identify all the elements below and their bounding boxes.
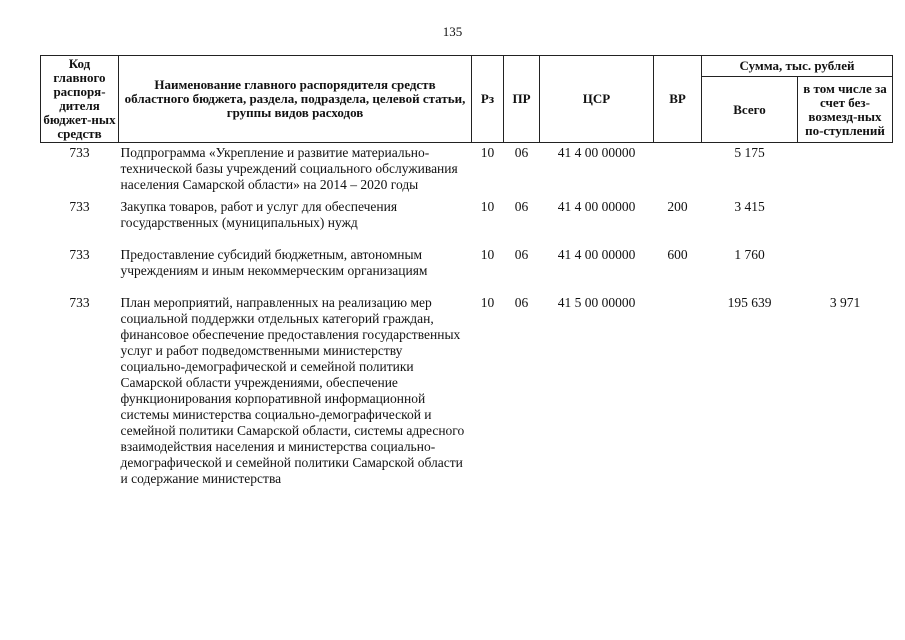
code-cell: 733 bbox=[69, 145, 90, 160]
rz-cell: 10 bbox=[480, 247, 495, 262]
csr-cell: 41 4 00 00000 bbox=[557, 247, 636, 262]
header-total: Всего bbox=[702, 77, 798, 143]
grants-cell bbox=[798, 143, 893, 200]
csr-cell: 41 5 00 00000 bbox=[557, 295, 636, 310]
grants-cell bbox=[798, 247, 893, 295]
header-grants: в том числе за счет без-возмезд-ных по-ступлений bbox=[798, 77, 893, 143]
code-cell: 733 bbox=[69, 199, 90, 214]
csr-cell: 41 4 00 00000 bbox=[557, 199, 636, 214]
rz-cell: 10 bbox=[480, 295, 495, 310]
table-row bbox=[41, 143, 893, 200]
pr-cell: 06 bbox=[514, 145, 529, 160]
name-cell: План мероприятий, направленных на реализацию мер социальной поддержки отдельных категорий граждан, финансовое обеспечение предоставления государственных услуг и работ подведомственными министерству социально-демографической и семейной политики Самарской области учреждениями, обеспечение функционирования корпоративной информационной системы министерства социально-демографической и семейной политики Самарской области, системы адресного взаимодействия населения и министерства социально-демографической и семейной политики Самарской области и содержание министерства bbox=[120, 295, 465, 486]
header-name: Наименование главного распорядителя средств областного бюджета, раздела, подраздела, целевой статьи, группы видов расходов bbox=[119, 56, 472, 143]
grants-cell bbox=[798, 199, 893, 247]
total-cell: 3 415 bbox=[734, 199, 765, 214]
page-number: 135 bbox=[442, 24, 463, 39]
total-cell: 1 760 bbox=[734, 247, 765, 262]
csr-cell: 41 4 00 00000 bbox=[557, 145, 636, 160]
header-vr: ВР bbox=[654, 56, 702, 143]
header-code: Код главного распоря-дителя бюджет-ных средств bbox=[41, 56, 119, 143]
header-rz: Рз bbox=[472, 56, 504, 143]
pr-cell: 06 bbox=[514, 295, 529, 310]
pr-cell: 06 bbox=[514, 199, 529, 214]
vr-cell: 600 bbox=[667, 247, 688, 262]
name-cell: Закупка товаров, работ и услуг для обеспечения государственных (муниципальных) нужд bbox=[120, 199, 398, 230]
header-csr: ЦСР bbox=[540, 56, 654, 143]
total-cell: 195 639 bbox=[727, 295, 772, 310]
header-pr: ПР bbox=[504, 56, 540, 143]
code-cell: 733 bbox=[69, 247, 90, 262]
grants-cell: 3 971 bbox=[829, 295, 861, 310]
name-cell: Предоставление субсидий бюджетным, автономным учреждениям и иным некоммерческим организациям bbox=[120, 247, 428, 278]
budget-table bbox=[40, 55, 893, 503]
vr-cell bbox=[654, 295, 702, 503]
total-cell: 5 175 bbox=[734, 145, 765, 160]
rz-cell: 10 bbox=[480, 145, 495, 160]
vr-cell bbox=[654, 143, 702, 200]
header-sum-group: Сумма, тыс. рублей bbox=[702, 56, 893, 77]
pr-cell: 06 bbox=[514, 247, 529, 262]
code-cell: 733 bbox=[69, 295, 90, 310]
vr-cell: 200 bbox=[667, 199, 688, 214]
rz-cell: 10 bbox=[480, 199, 495, 214]
table-row bbox=[41, 295, 893, 503]
name-cell: Подпрограмма «Укрепление и развитие материально-технической базы учреждений социального обслуживания населения Самарской области» на 2014 – 2020 годы bbox=[120, 145, 458, 192]
table-row bbox=[41, 247, 893, 295]
table-row bbox=[41, 199, 893, 247]
